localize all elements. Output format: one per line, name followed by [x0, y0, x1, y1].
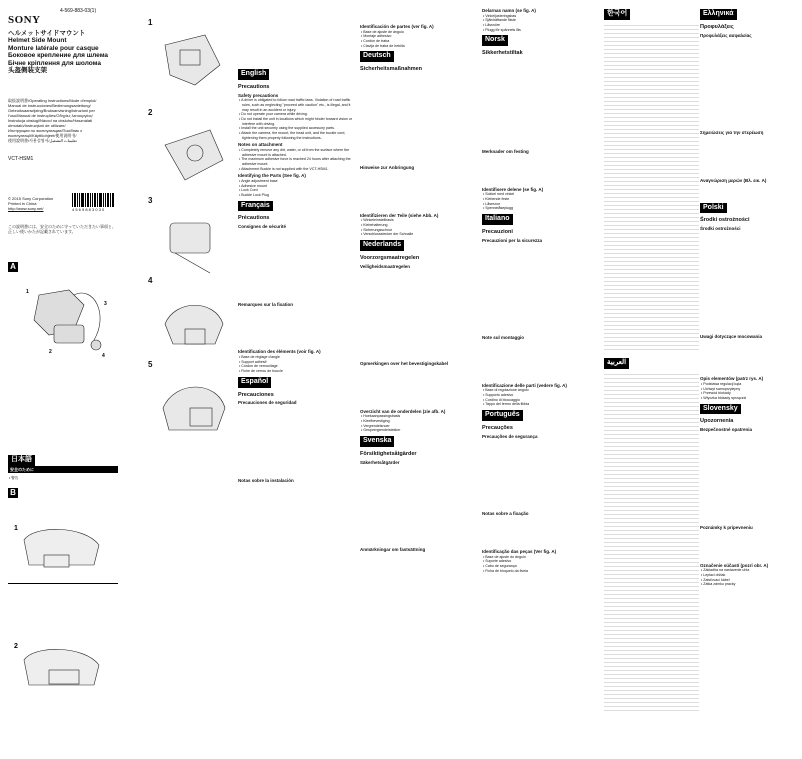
svg-text:3: 3 — [104, 301, 107, 307]
part-item: • Podstawa regulacji kąta — [700, 382, 802, 387]
printed-in: Printed in China — [8, 201, 37, 206]
part-item: • Klebehalterung — [360, 223, 480, 228]
manual-line: útmutató/Instrucţiuni de utilizare/ — [8, 123, 66, 128]
heading-sikkerhet: Sikkerhetstiltak — [482, 50, 523, 57]
figure-step-5 — [155, 203, 230, 283]
heading-safety: Safety precautions — [238, 92, 279, 98]
heading-uwagi: Uwagi dotyczące mocowania — [700, 333, 763, 339]
heading-precautions-fr: Précautions — [238, 215, 270, 222]
column-en-fr-es — [238, 0, 358, 759]
jp-warning-text — [8, 476, 118, 481]
part-item: • Základňa na nastavenie uhla — [700, 568, 802, 573]
part-item: • Cordino di bloccaggio — [482, 398, 602, 403]
heading-teile-de: Identifizieren der Teile (siehe Abb. A) — [360, 212, 439, 218]
part-item: • Sokkel med vinkel — [482, 192, 602, 197]
barcode-bars — [72, 193, 115, 207]
buckle-plug — [91, 340, 101, 350]
heading-veiligheid: Veiligheidsmaatregelen — [360, 263, 411, 269]
column-es-de-nl-sv — [360, 0, 480, 759]
pt-text-block — [482, 517, 602, 547]
part-item: • Klebende feste — [482, 197, 602, 202]
el-text-block — [700, 136, 802, 176]
part-item: • Lock Cord — [238, 188, 358, 193]
de-text-block — [360, 73, 480, 163]
pt-text-block — [482, 439, 602, 509]
part-item: • Base di regolazione angolo — [482, 388, 602, 393]
part-item: • Buckle Lock Plug — [238, 193, 358, 198]
model-number: VCT-HSM1 — [8, 156, 34, 162]
bullet: • Completely remove any dirt, water, or oil from the surface where the adhesive mount is attached. — [238, 148, 358, 157]
heading-identification-fr: Identification des éléments (voir fig. A) — [238, 349, 321, 355]
bullet: • Do not operate your camera while driving. — [238, 112, 358, 117]
figure-b-steps — [14, 520, 114, 740]
part-item: • Clavija de traba de hebilla — [360, 44, 480, 49]
part-item: • Låssnöre — [482, 23, 602, 28]
fr-text-block — [238, 307, 358, 347]
part-item: • Cordon de verrouillage — [238, 364, 358, 369]
heading-precauciones: Precauciones — [238, 391, 274, 398]
column-figures — [120, 0, 230, 759]
figure-step-3 — [155, 25, 230, 95]
section-french: Français — [238, 201, 273, 212]
heading-identifisere: Identifisere delene (se fig. A) — [482, 186, 544, 192]
sony-logo: SONY — [8, 14, 41, 26]
part-item: • Låsesnor — [482, 202, 602, 207]
part-item: • Montaje adhesivo — [360, 34, 480, 39]
part-item: • Tappo del fermo della fibbia — [482, 402, 602, 407]
heading-opis-czesci: Opis elementów (patrz rys. A) — [700, 376, 764, 382]
heading-srodki: Środki ostrożności — [700, 217, 750, 224]
heading-remarques: Remarques sur la fixation — [238, 301, 294, 307]
figure-label-b: B — [8, 488, 18, 498]
heading-profylaxeis-asf: Προφυλάξεις ασφαλείας — [700, 32, 752, 38]
heading-precaucoes-seg: Precauções de segurança — [482, 433, 538, 439]
heading-anm: Anmärkningar om fastsättning — [360, 547, 426, 553]
heading-srodki-bezp: Środki ostrożności — [700, 226, 741, 232]
title-block — [8, 30, 118, 75]
heading-voorzorg: Voorzorgsmaatregelen — [360, 254, 420, 261]
figure-step-7 — [155, 368, 230, 458]
manual-languages — [8, 98, 118, 143]
svg-text:4: 4 — [102, 353, 105, 359]
title-fr: Monture latérale pour casque — [8, 44, 99, 52]
part-item: • Base de ajuste do ângulo — [482, 555, 602, 560]
heading-identificazione: Identificazione delle parti (vedere fig. A) — [482, 382, 567, 388]
jp-warning-line: • 警告 — [8, 476, 118, 481]
ar-text-block — [604, 371, 699, 711]
figure-step-6 — [155, 284, 230, 374]
section-polish: Polski — [700, 203, 727, 214]
heading-sakerhet: Säkerhetsåtgärder — [360, 459, 400, 465]
it-text-block — [482, 243, 602, 333]
part-item: • Base de ajuste de ángulo — [360, 30, 480, 35]
fr-text-block — [238, 230, 358, 300]
part-item: • Verschlussstecker der Schnalle — [360, 232, 480, 237]
title-ru: Боковое крепление для шлема — [8, 52, 109, 60]
heading-poznamky: Poznámky k pripevneniu — [700, 524, 753, 530]
heading-identifikacia: Označenie súčastí (pozri obr. A) — [700, 562, 769, 568]
es-text-block — [238, 406, 358, 476]
heading-identifying: Identifying the Parts (See fig. A) — [238, 173, 306, 179]
part-item: • Angle adjustment base — [238, 179, 358, 184]
manual-line: Instrukcja obsługi/Návod na obsluhu/Használati — [8, 118, 93, 123]
heading-merknader: Merknader om festing — [482, 148, 529, 154]
part-item: • Kleefbevestiging — [360, 419, 480, 424]
adhesive-mount — [54, 325, 84, 343]
figure-number: 3 — [148, 196, 153, 205]
part-item: • Cabo de segurança — [482, 564, 602, 569]
svg-text:1: 1 — [26, 289, 29, 295]
jp-safety-box: 安全のために — [8, 466, 118, 473]
part-number: 4-569-883-03(1) — [60, 8, 97, 14]
manual-line: 使用說明書/사용설명서/تعليمات التشغيل — [8, 138, 77, 143]
no-text-block — [482, 57, 602, 147]
part-item: • Plugg för spännets lås — [482, 28, 602, 33]
figure-label-a: A — [8, 262, 18, 272]
heading-simeioseis: Σημειώσεις για την στερέωση — [700, 130, 764, 136]
bullet: • A driver is obligated to follow road traffic laws. Violation of road traffic rules, such as neglecting "proceed with caution" etc., is illegal, and it may result in an accident or injury. — [238, 98, 358, 112]
heading-upozornenia: Upozornenia — [700, 418, 734, 425]
title-uk: Бічне кріплення для шолома — [8, 59, 102, 67]
part-item: • Suporte adesivo — [482, 559, 602, 564]
title-zh: 头盔侧装支架 — [8, 67, 47, 75]
svg-text:2: 2 — [14, 643, 18, 650]
heading-precauzioni-sic: Precauzioni per la sicurezza — [482, 237, 543, 243]
heading-opmerkingen: Opmerkingen over het bevestigingskabel — [360, 361, 449, 367]
heading-sicherheit: Sicherheitsmaßnahmen — [360, 66, 423, 73]
figure-step-4 — [155, 115, 230, 190]
part-item: • Lepiaci držiak — [700, 573, 802, 578]
heading-delarnas: Delarnas namn (se fig. A) — [482, 8, 536, 13]
heading-consignes: Consignes de sécurité — [238, 224, 287, 230]
part-item: • Självhäftande fäste — [482, 18, 602, 23]
title-en: Helmet Side Mount — [8, 37, 67, 45]
part-item: • Base de réglage d'angle — [238, 355, 358, 360]
manual-line: 取扱説明書/Operating Instructions/Mode d'emploi/ — [8, 98, 97, 103]
column-ko-ar — [604, 0, 699, 759]
manual-line: експлуатації/Käyttöohjeet/使用说明书/ — [8, 133, 77, 138]
section-slovak: Slovensky — [700, 404, 741, 415]
it-text-block — [482, 341, 602, 381]
manual-line: Инструкция по эксплуатации/Посібник з — [8, 128, 82, 133]
es-text-block — [360, 6, 480, 22]
part-item: • Hoekaanpassingsbasis — [360, 414, 480, 419]
nl-text-block — [360, 367, 480, 407]
column-no-it-pt — [482, 0, 602, 759]
heading-bezp-opatrenia: Bezpečnostné opatrenia — [700, 427, 753, 433]
sv-text-block — [360, 465, 480, 545]
section-arabic: العربية — [604, 358, 629, 369]
section-swedish: Svenska — [360, 436, 394, 447]
bullet: • Attach the camera, the mount, the head unit, and the buckle cord, tightening them properly following the instructions. — [238, 131, 358, 140]
heading-precauzioni: Precauzioni — [482, 228, 513, 235]
figure-number: 4 — [148, 276, 153, 285]
part-item: • Ficha de bloqueio da fivela — [482, 569, 602, 574]
section-dutch: Nederlands — [360, 240, 404, 251]
sk-text-block — [700, 531, 802, 561]
el-text-block — [700, 38, 802, 128]
section-japanese: 日本語 — [8, 455, 35, 466]
heading-precaucoes: Precauções — [482, 424, 513, 431]
manual-line: Manual de instrucciones/Bedienungsanleitung/ — [8, 103, 91, 108]
column-cover — [0, 0, 118, 759]
divider — [8, 583, 118, 584]
section-norwegian: Norsk — [482, 35, 508, 46]
sk-text-block — [700, 433, 802, 523]
heading-profylaxeis: Προφυλάξεις — [700, 23, 734, 30]
title-jp: ヘルメットサイドマウント — [8, 30, 86, 37]
barcode-number: 4 5 6 9 8 8 3 0 3 0 — [72, 207, 105, 212]
section-german: Deutsch — [360, 51, 394, 62]
figure-a-parts — [14, 275, 114, 385]
heading-hinweise: Hinweise zur Anbringung — [360, 164, 415, 170]
barcode — [72, 193, 115, 212]
part-item: • Vergrendelsnoer — [360, 424, 480, 429]
de-text-block — [360, 171, 480, 211]
section-portuguese: Português — [482, 410, 523, 421]
part-item: • Cordón de traba — [360, 39, 480, 44]
heading-notas-fix: Notas sobre a fixação — [482, 511, 529, 517]
heading-notes-attachment: Notes on attachment — [238, 142, 283, 148]
heading-anagnorisi: Αναγνώριση μερών (Βλ. εικ. A) — [700, 177, 767, 183]
column-el-pl-sk — [700, 0, 802, 759]
section-italian: Italiano — [482, 214, 513, 225]
part-item: • Adhesive mount — [238, 184, 358, 189]
section-spanish: Español — [238, 377, 271, 388]
bullet: • Attachment Buckle is not supplied with the VCT-HSM1. — [238, 167, 358, 172]
svg-text:1: 1 — [14, 525, 18, 532]
no-text-block — [482, 155, 602, 185]
part-item: • Zátka zámku pracky — [700, 582, 802, 587]
ko-text-block — [604, 22, 699, 352]
heading-forsiktighet: Försiktighetsåtgärder — [360, 450, 417, 457]
part-item: • Przewód blokady — [700, 391, 802, 396]
mount-1 — [44, 555, 69, 567]
section-english: English — [238, 69, 269, 80]
bullet: • Do not install the unit in locations which might hinder forward vision or interfere with driving. — [238, 117, 358, 126]
figure-number: 1 — [148, 18, 153, 27]
figure-number: 2 — [148, 108, 153, 117]
part-item: • Winkeleinstellbasis — [360, 218, 480, 223]
nl-text-block — [360, 269, 480, 359]
heading-precauciones-seg: Precauciones de seguridad — [238, 400, 297, 406]
manual-line: Gebruiksaanwijzing/Bruksanvisning/Istruzioni per — [8, 108, 95, 113]
part-item: • Spennelåseplugg — [482, 206, 602, 211]
part-item: • Zaisťovací kábel — [700, 578, 802, 583]
part-item: • Fiche de verrou de boucle — [238, 369, 358, 374]
part-item: • Uchwyt samoprzylepny — [700, 387, 802, 392]
part-item: • Sicherungsschnur — [360, 228, 480, 233]
heading-precautions: Precautions — [238, 83, 270, 90]
heading-note-mont: Note sul montaggio — [482, 335, 524, 341]
manual-line: l'uso/Manual de instruções/Οδηγίες λειτουργίας/ — [8, 113, 93, 118]
part-item: • Gespvergrendelstekker — [360, 428, 480, 433]
part-item: • Vinkeljusteringsbas — [482, 14, 602, 19]
part-item: • Wtyczka blokady sprzączki — [700, 396, 802, 401]
jp-text-block — [238, 6, 358, 66]
mount-2 — [49, 670, 79, 684]
bullet: • The maximum adhesive force is reached 24 hours after attaching the adhesive mount. — [238, 157, 358, 166]
el-text-block — [700, 184, 802, 200]
heading-identificacion-es: Identificación de partes (ver fig. A) — [360, 24, 434, 29]
svg-text:2: 2 — [49, 349, 52, 355]
heading-onderdelen: Overzicht van de onderdelen (zie afb. A) — [360, 408, 446, 414]
pl-text-block — [700, 232, 802, 332]
copyright: © 2015 Sony Corporation — [8, 196, 54, 201]
copyright-block — [8, 196, 68, 211]
part-item: • Supporto adesivo — [482, 393, 602, 398]
heading-notas-inst: Notas sobre la instalación — [238, 478, 294, 484]
bullet: • Install the unit securely using the supplied accessory parts. — [238, 126, 358, 131]
jp-note: この説明書には、安全のために守っていただきたい事項と、正しい使いかたが記載されています。 — [8, 224, 116, 234]
url: http://www.sony.net/ — [8, 206, 44, 211]
heading-identificacao: Identificação das peças (Ver fig. A) — [482, 548, 557, 554]
pl-text-block — [700, 339, 802, 374]
part-item: • Support adhésif — [238, 360, 358, 365]
figure-number: 5 — [148, 360, 153, 369]
section-greek: Ελληνικά — [700, 9, 737, 20]
section-korean: 한국어 — [604, 9, 630, 20]
